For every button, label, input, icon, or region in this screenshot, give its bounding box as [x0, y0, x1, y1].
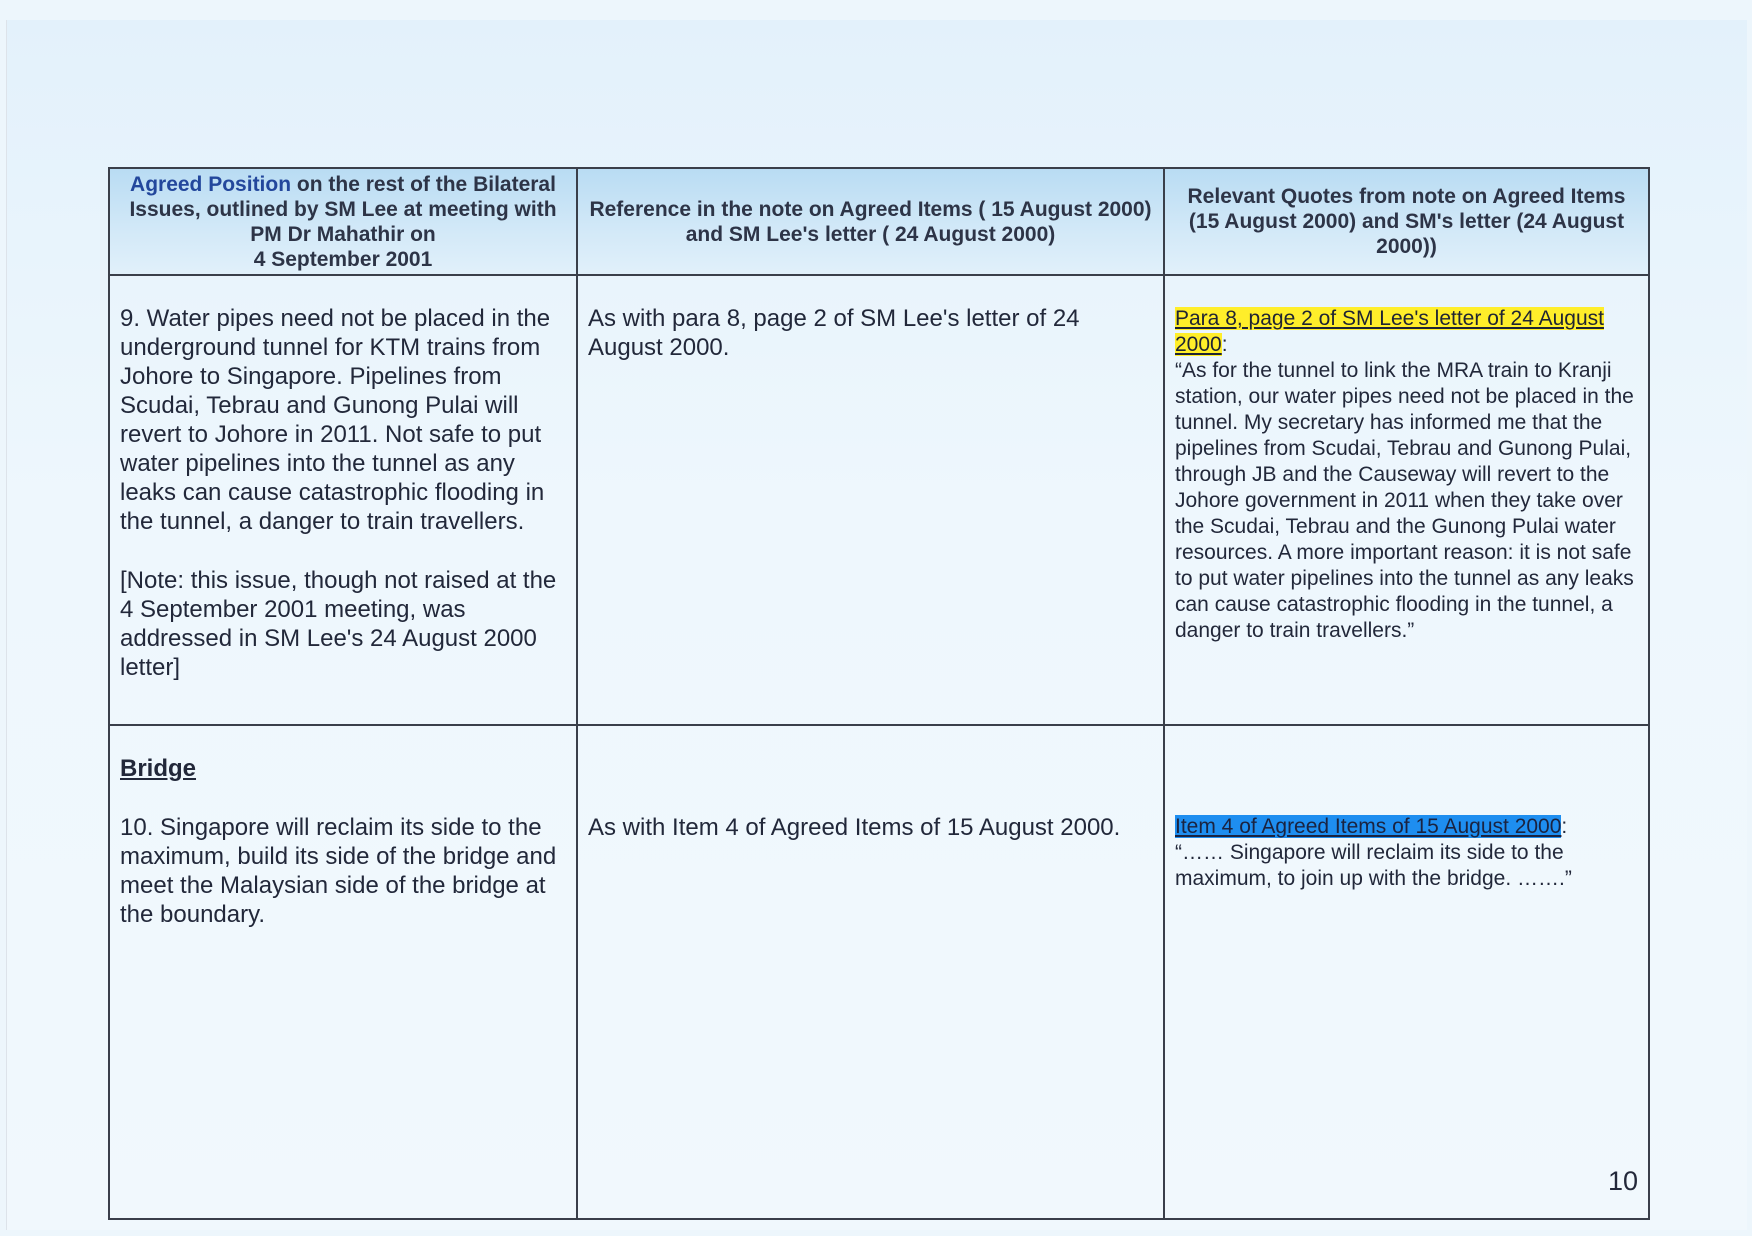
row9-quote-text: “As for the tunnel to link the MRA train to Kranji station, our water pipes need not be placed in the tunnel. My secretary has informed me that the pipelines from Scudai, Tebrau and Gunong Pulai, through JB and the Causeway will revert to the Johore government in 2011 when they take over the Scudai, Tebrau and the Gunong Pulai water resources. A more important reason: it is not safe to put water pipelines into the tunnel as any leaks can cause catastrophic flooding in the tunnel, a danger to train travellers.” [1175, 359, 1634, 642]
header-reference [577, 168, 1164, 275]
header-agreed-position-highlight: Agreed Position [130, 172, 292, 196]
page-number: 10 [1608, 1166, 1639, 1196]
row10-position-cell [109, 725, 577, 1219]
table-row [109, 725, 1649, 1219]
row10-quote-source: Item 4 of Agreed Items of 15 August 2000 [1175, 815, 1562, 838]
row10-quote-text: “…… Singapore will reclaim its side to the maximum, to join up with the bridge. …….” [1175, 841, 1572, 890]
header-relevant-quotes [1164, 168, 1649, 275]
row10-quote-colon: : [1561, 815, 1568, 838]
header-agreed-position [109, 168, 577, 275]
row9-reference-cell [577, 275, 1164, 725]
bridge-heading: Bridge [120, 755, 197, 782]
table-row [109, 275, 1649, 725]
row9-position-text: 9. Water pipes need not be placed in the underground tunnel for KTM trains from Johore to Singapore. Pipelines from Scudai, Tebrau and Gunong Pulai will revert to Johore in 2011. Not safe to put water pipelines into the tunnel as any leaks can cause catastrophic flooding in the tunnel, a danger to train travellers. [120, 305, 551, 535]
row9-quote-source: Para 8, page 2 of SM Lee's letter of 24 August 2000 [1175, 307, 1604, 356]
header-agreed-position-text: on the rest of the Bilateral Issues, outlined by SM Lee at meeting with PM Dr Mahathir on [129, 172, 557, 246]
row10-quote-cell [1164, 725, 1649, 1219]
row10-reference-cell [577, 725, 1164, 1219]
agreed-items-table [108, 167, 1650, 1220]
row10-position-text: 10. Singapore will reclaim its side to the maximum, build its side of the bridge and meet the Malaysian side of the bridge at the boundary. [120, 814, 557, 928]
row10-reference-text: As with Item 4 of Agreed Items of 15 August 2000. [588, 814, 1121, 841]
header-agreed-position-date: 4 September 2001 [253, 247, 433, 271]
row9-reference-text: As with para 8, page 2 of SM Lee's letter of 24 August 2000. [588, 305, 1080, 361]
table-header-row [109, 168, 1649, 275]
row9-note: [Note: this issue, though not raised at the 4 September 2001 meeting, was addressed in SM Lee's 24 August 2000 letter] [120, 567, 557, 681]
row9-quote-cell [1164, 275, 1649, 725]
row9-quote-colon: : [1221, 333, 1228, 356]
header-relevant-quotes-text: Relevant Quotes from note on Agreed Items (15 August 2000) and SM's letter (24 August 2000)) [1187, 185, 1626, 258]
row9-position-cell [109, 275, 577, 725]
header-reference-text: Reference in the note on Agreed Items ( 15 August 2000) and SM Lee's letter ( 24 August 2000) [589, 197, 1152, 246]
